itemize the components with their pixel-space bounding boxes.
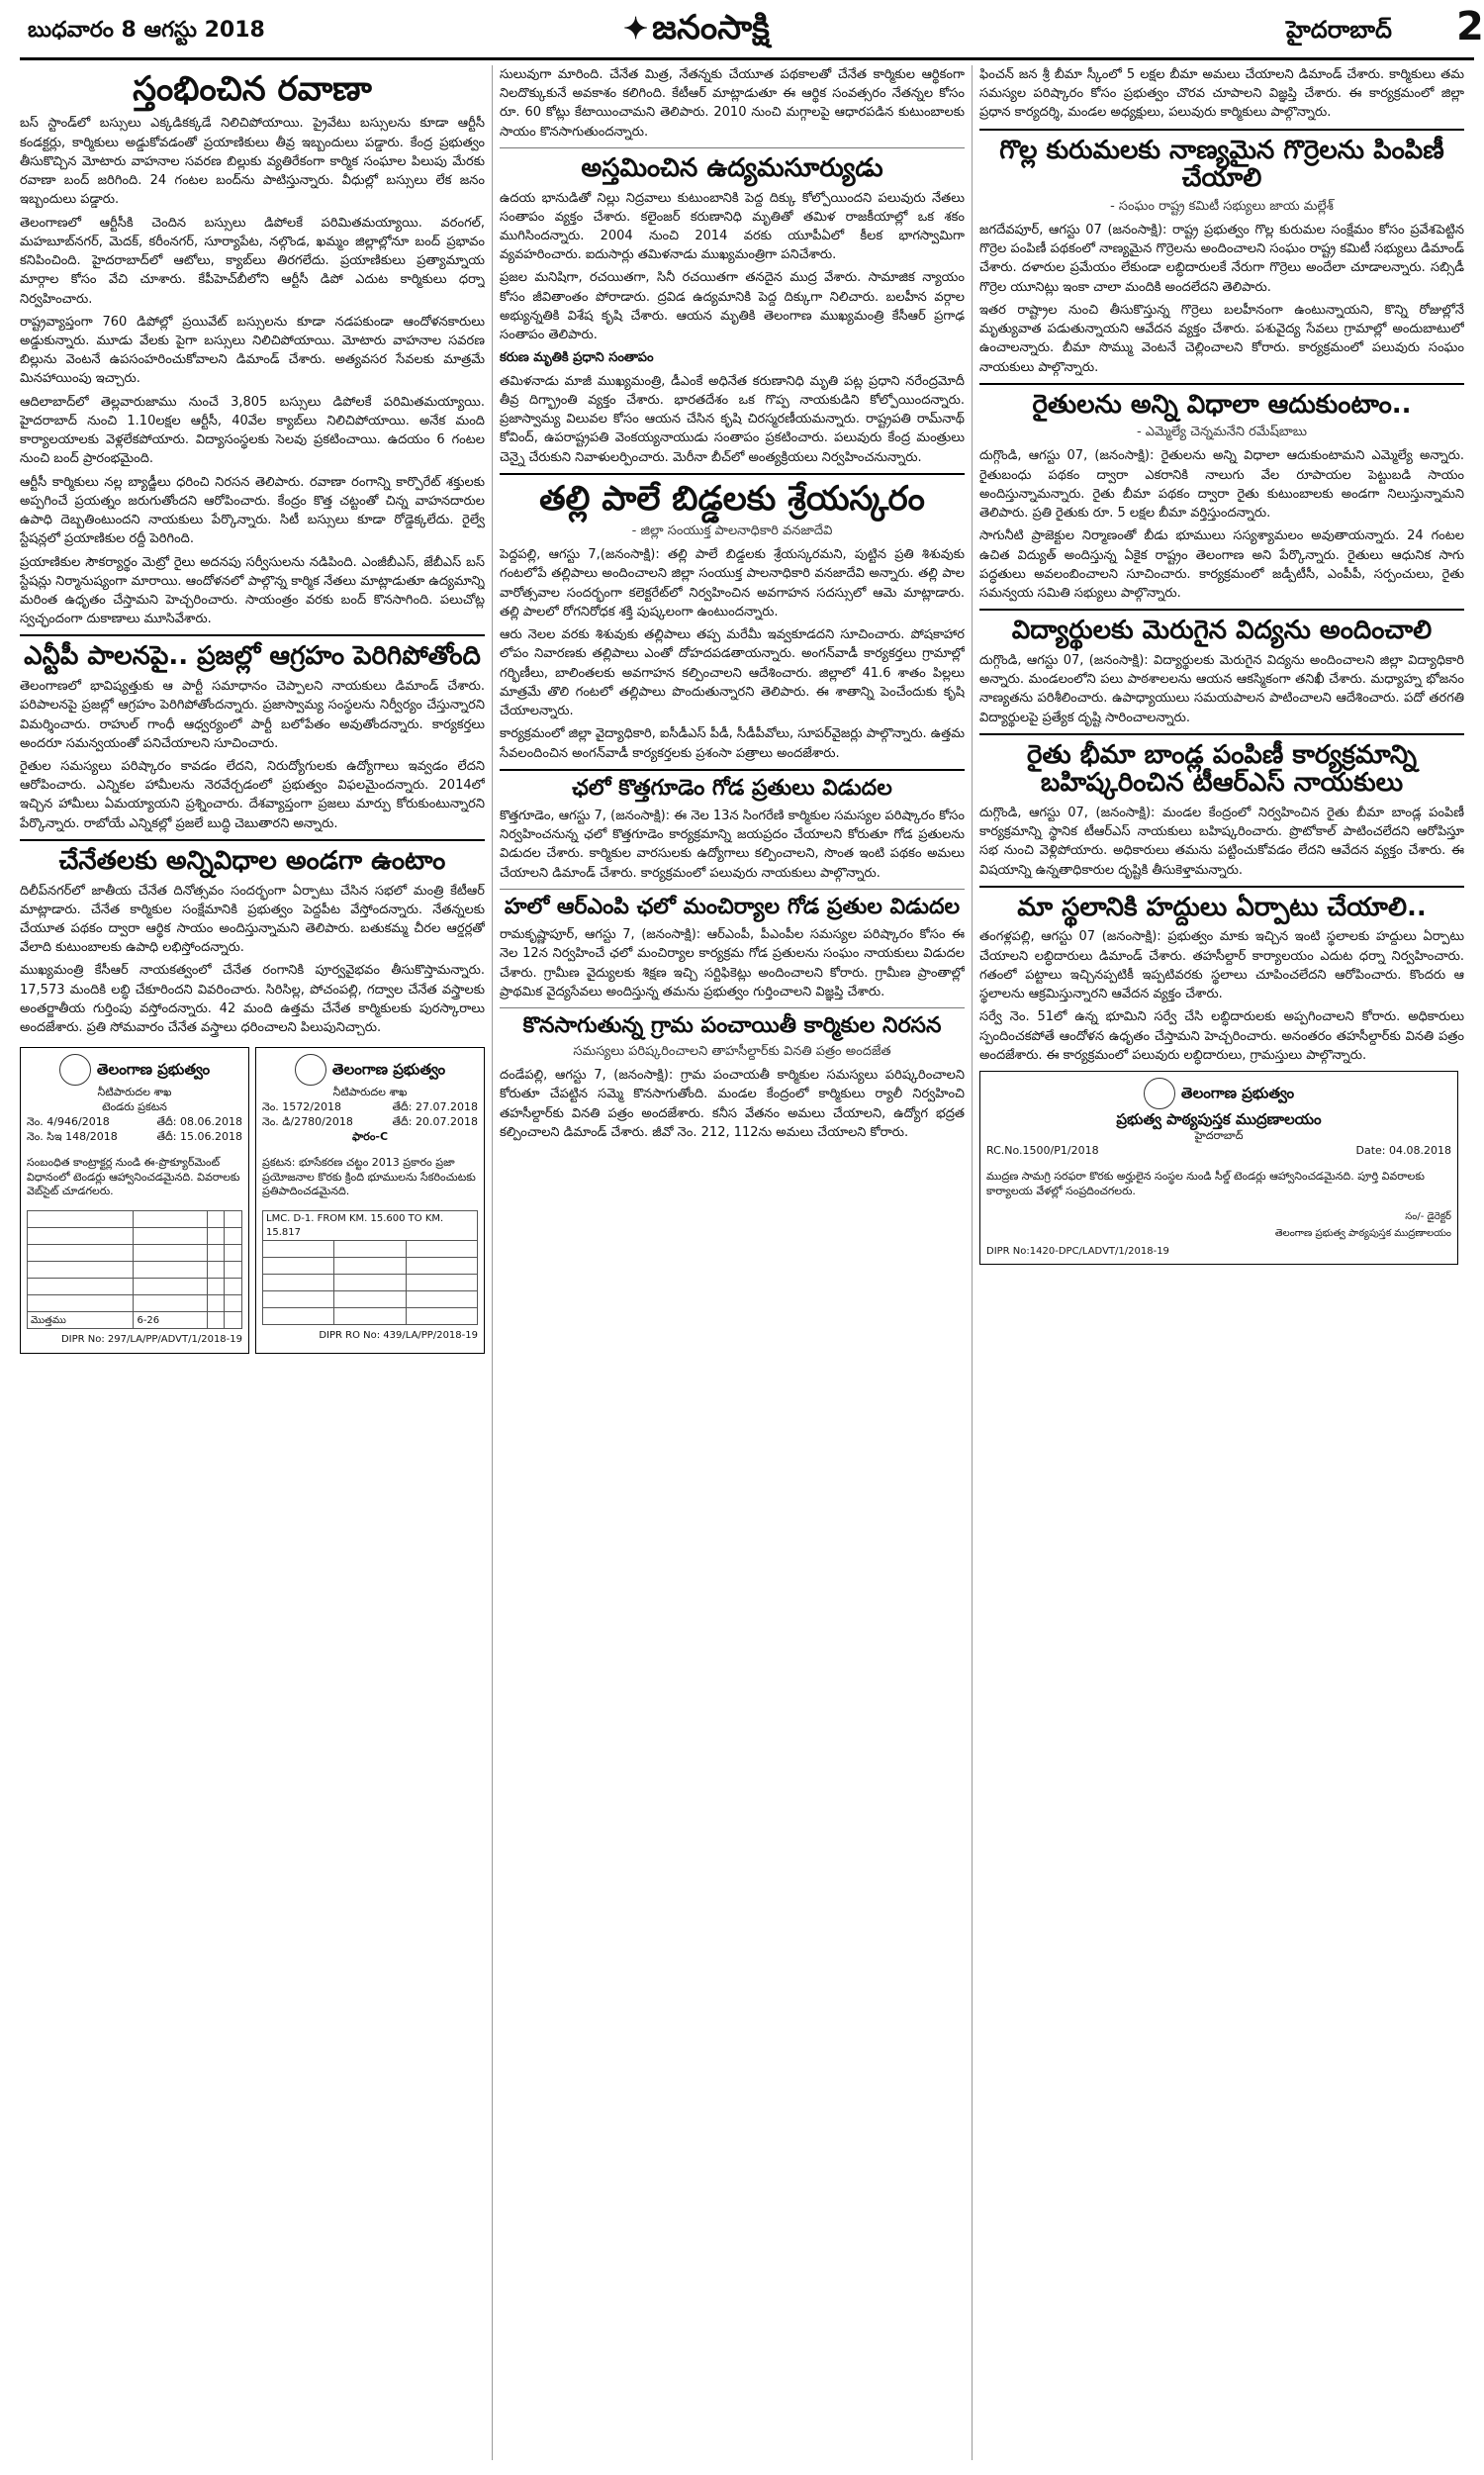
ad-ref: RC.No.1500/P1/2018	[986, 1144, 1099, 1158]
ad-date: తేదీ: 20.07.2018	[392, 1115, 478, 1129]
ad-table	[27, 1210, 242, 1329]
govt-emblem-icon	[1144, 1078, 1175, 1109]
ad-sub: టెండరు ప్రకటన	[102, 1100, 167, 1114]
article-paragraph: కార్యక్రమంలో జిల్లా వైద్యాధికారి, ఐసీడీఎస్ పీడీ, సీడీపీవోలు, సూపర్‌వైజర్లు పాల్గొన్నారు. ఉత్తమ సేవలందించిన అంగన్‌వాడీ కార్యకర్తలకు ప్రశంసా పత్రాలు అందజేశారు.	[500, 726, 965, 761]
article-paragraph: సాగునీటి ప్రాజెక్టుల నిర్మాణంతో బీడు భూములు సస్యశ్యామలం అవుతాయన్నారు. 24 గంటల ఉచిత విద్యుత్ అందిస్తున్న ఏకైక రాష్ట్రం తెలంగాణ అని పేర్కొన్నారు. రైతులు ఆధునిక సాగు పద్ధతులు అవలంబించాలని సూచించారు. కార్యక్రమంలో జడ్పీటీసీ, ఎంపీపీ, సర్పంచులు, రైతు సమన్వయ సమితి సభ్యులు పాల్గొన్నారు.	[979, 528, 1464, 601]
ad-head: తెలంగాణ ప్రభుత్వం	[1180, 1084, 1295, 1102]
ad-date: తేదీ: 08.06.2018	[156, 1115, 242, 1129]
article-paragraph: దిలీప్‌నగర్‌లో జాతీయ చేనేత దినోత్సవం సందర్భంగా ఏర్పాటు చేసిన సభలో మంత్రి కేటీఆర్ మాట్లాడారు. చేనేత కార్మికుల సంక్షేమానికి ప్రభుత్వం పెద్దపీట వేస్తోందన్నారు. నేతన్నలకు చేయూత పథకం ద్వారా ఆర్థిక సాయం అందిస్తున్నామని తెలిపారు. బతుకమ్మ చీరల ఆర్డర్లతో వేలాది కుటుంబాలకు ఉపాధి లభిస్తోందన్నారు.	[20, 883, 485, 956]
column-1	[20, 65, 485, 2460]
article-headline: విద్యార్థులకు మెరుగైన విద్యను అందించాలి	[1011, 616, 1433, 646]
column-3	[979, 65, 1464, 2460]
article-headline: హలో ఆర్ఎంపి ఛలో మంచిర్యాల గోడ ప్రతుల విడుదల	[504, 894, 961, 919]
ad-head: తెలంగాణ ప్రభుత్వం	[331, 1060, 446, 1079]
ad-ref: నెం. సిఇ 148/2018	[27, 1129, 118, 1143]
article-byline: - ఎమ్మెల్యే చెన్నమనేని రమేష్‌బాబు	[1136, 425, 1308, 440]
article-headline: మా స్థలానికి హద్దులు ఏర్పాటు చేయాలి..	[1017, 892, 1427, 922]
divider	[20, 634, 485, 636]
divider	[500, 889, 965, 890]
masthead	[20, 0, 1484, 60]
ad-signature-org: తెలంగాణ ప్రభుత్వ పాఠ్యపుస్తక ముద్రణాలయం	[1274, 1228, 1451, 1240]
ad-row-label: LMC. D-1. FROM KM. 15.600 TO KM. 15.817	[263, 1211, 478, 1241]
article-paragraph: ప్రయాణికుల సౌకర్యార్థం మెట్రో రైలు అదనపు సర్వీసులను నడిపింది. ఎంజీబీఎస్, జేబీఎస్ బస్ స్టేషన్లు నిర్మానుష్యంగా మారాయి. ఆందోళనలో పాల్గొన్న కార్మిక నేతలు మాట్లాడుతూ ఉద్యమాన్ని మరింత ఉధృతం చేస్తామని హెచ్చరించారు. సాయంత్రం వరకు బంద్ కొనసాగింది. పలుచోట్ల స్వచ్ఛందంగా దుకాణాలు మూసివేశారు.	[20, 554, 485, 627]
column-divider	[492, 65, 493, 2460]
divider	[20, 839, 485, 841]
ad-table	[262, 1210, 478, 1325]
article-paragraph: రైతుల సమస్యలు పరిష్కారం కావడం లేదని, నిరుద్యోగులకు ఉద్యోగాలు ఇవ్వడం లేదని ఆరోపించారు. ఎన్నికల హామీలను నెరవేర్చడంలో ప్రభుత్వం విఫలమైందన్నారు. 2014లో ఇచ్చిన హామీలు ఏమయ్యాయని ప్రశ్నించారు. దేశవ్యాప్తంగా ప్రజలు మార్పు కోరుకుంటున్నారని పేర్కొన్నారు. రాబోయే ఎన్నికల్లో ప్రజలే బుద్ధి చెబుతారని అన్నారు.	[20, 759, 485, 831]
article-paragraph: తంగళ్లపల్లి, ఆగస్టు 07 (జనంసాక్షి): ప్రభుత్వం మాకు ఇచ్చిన ఇంటి స్థలాలకు హద్దులు ఏర్పాటు చేయాలని లబ్ధిదారులు డిమాండ్ చేశారు. తహసీల్దార్ కార్యాలయం ఎదుట ధర్నా నిర్వహించారు. గతంలో పట్టాలు ఇచ్చినప్పటికీ ఇప్పటివరకు స్థలాలు చూపించలేదని ఆరోపించారు. కొందరు ఆ స్థలాలను ఆక్రమిస్తున్నారని ఆవేదన వ్యక్తం చేశారు.	[979, 929, 1464, 1002]
ad-ref: నెం. 1572/2018	[262, 1100, 341, 1114]
ad-date: Date: 04.08.2018	[1355, 1144, 1451, 1158]
article-paragraph: పెద్దపల్లి, ఆగస్టు 7,(జనంసాక్షి): తల్లి పాలే బిడ్డలకు శ్రేయస్కరమని, పుట్టిన ప్రతి శిశువుకు గంటలోపే తల్లిపాలు అందించాలని జిల్లా సంయుక్త పాలనాధికారి వనజాదేవి అన్నారు. తల్లి పాల వారోత్సవాల సందర్భంగా కలెక్టరేట్‌లో నిర్వహించిన అవగాహన సదస్సులో ఆమె మాట్లాడారు. తల్లి పాలలో రోగనిరోధక శక్తి పుష్కలంగా ఉంటుందన్నారు.	[500, 547, 965, 619]
article-headline: కొనసాగుతున్న గ్రామ పంచాయితీ కార్మికుల నిరసన	[522, 1013, 942, 1039]
article-paragraph: తమిళనాడు మాజీ ముఖ్యమంత్రి, డీఎంకే అధినేత కరుణానిధి మృతి పట్ల ప్రధాని నరేంద్రమోదీ తీవ్ర దిగ్భ్రాంతి వ్యక్తం చేశారు. భారతదేశం ఒక గొప్ప నాయకుడిని కోల్పోయిందన్నారు. ప్రజాస్వామ్య విలువల కోసం ఆయన చేసిన కృషి చిరస్మరణీయమన్నారు. రాష్ట్రపతి రామ్‌నాథ్ కోవింద్, ఉపరాష్ట్రపతి వెంకయ్యనాయుడు సంతాపం ప్రకటించారు. పలువురు కేంద్ర మంత్రులు చెన్నై చేరుకుని నివాళులర్పించారు. మెరీనా బీచ్‌లో అంత్యక్రియలు నిర్వహించనున్నారు.	[500, 373, 965, 465]
article-paragraph: దుగ్గొండి, ఆగస్టు 07, (జనంసాక్షి): విద్యార్థులకు మెరుగైన విద్యను అందించాలని జిల్లా విద్యాధికారి అన్నారు. మండలంలోని పలు పాఠశాలలను ఆయన ఆకస్మికంగా తనిఖీ చేశారు. మధ్యాహ్న భోజనం నాణ్యతను పరిశీలించారు. ఉపాధ్యాయులు సమయపాలన పాటించాలని ఆదేశించారు. పదో తరగతి విద్యార్థులపై ప్రత్యేక దృష్టి సారించాలన్నారు.	[979, 652, 1464, 725]
divider	[979, 733, 1464, 735]
article-paragraph: తెలంగాణలో భావిష్యత్తుకు ఆ పార్టీ సమాధానం చెప్పాలని నాయకులు డిమాండ్ చేశారు. పరిపాలనపై ప్రజల్లో ఆగ్రహం పెరిగిపోతోందన్నారు. ప్రజాస్వామ్య సంస్థలను నిర్వీర్యం చేస్తున్నారని విమర్శించారు. రాహుల్ గాంధీ ఆధ్వర్యంలో పార్టీ బలోపేతం అవుతోందన్నారు. కార్యకర్తలు అందరూ సమన్వయంతో పనిచేయాలని సూచించారు.	[20, 679, 485, 751]
article-headline: తల్లి పాలే బిడ్డలకు శ్రేయస్కరం	[539, 478, 925, 519]
ad-date: తేదీ: 15.06.2018	[156, 1129, 242, 1143]
ad-sub: నీటిపారుదల శాఖ	[97, 1086, 172, 1099]
article-headline: అస్తమించిన ఉద్యమసూర్యుడు	[581, 152, 883, 183]
ad-body: ప్రకటన: భూసేకరణ చట్టం 2013 ప్రకారం ప్రజా ప్రయోజనాల కొరకు క్రింది భూములను సేకరించుటకు ప్రతిపాదించడమైనది.	[262, 1155, 476, 1198]
ad-title: ఫారం-C	[351, 1129, 389, 1143]
article-paragraph: బస్ స్టాండ్‌లో బస్సులు ఎక్కడికక్కడే నిలిచిపోయాయి. ప్రైవేటు బస్సులను కూడా ఆర్టీసీ కండక్టర్లు, కార్మికులు అడ్డుకోవడంతో ప్రయాణికులు తీవ్ర ఇబ్బందులు పడ్డారు. కేంద్ర ప్రభుత్వం తీసుకొచ్చిన మోటారు వాహనాల సవరణ బిల్లుకు వ్యతిరేకంగా కార్మిక సంఘాల పిలుపు మేరకు రవాణా బంద్ జరిగింది. 24 గంటల బంద్‌ను పాటిస్తున్నారు. వీధుల్లో బస్సులు లేక జనం ఇబ్బందులు పడ్డారు.	[20, 116, 485, 208]
article-headline: రైతు భీమా బాండ్ల పంపిణీ కార్యక్రమాన్ని బహిష్కరించిన టీఆర్ఎస్ నాయకులు	[1027, 739, 1417, 799]
article-paragraph: ఫించన్ జన శ్రీ బీమా స్కీంలో 5 లక్షల బీమా అమలు చేయాలని డిమాండ్ చేశారు. కార్మికులు తమ సమస్యల పరిష్కారం కోసం ప్రభుత్వం చొరవ చూపాలని విజ్ఞప్తి చేశారు. ఈ కార్యక్రమంలో జిల్లా ప్రధాన కార్యదర్శి, మండల అధ్యక్షులు, పలువురు కార్మికులు పాల్గొన్నారు.	[979, 67, 1464, 121]
ad-footer: DIPR RO No: 439/LA/PP/2018-19	[319, 1330, 478, 1342]
article-byline: - సంఘం రాష్ట్ర కమిటీ సభ్యులు జాయ మల్లేశ్	[1110, 198, 1334, 214]
edition-city: హైదరాబాద్	[1286, 16, 1392, 44]
ad-total-label: మొత్తము	[28, 1312, 134, 1329]
article-subhead: కరుణ మృతికి ప్రధాని సంతాపం	[500, 350, 654, 366]
ad-footer: DIPR No: 297/LA/PP/ADVT/1/2018-19	[60, 1334, 242, 1346]
ads-row	[20, 1041, 485, 1359]
newspaper-logo	[623, 8, 770, 55]
divider	[979, 383, 1464, 385]
ad-sub: హైదరాబాద్	[1194, 1129, 1244, 1143]
article-paragraph: రామకృష్ణాపూర్, ఆగస్టు 7, (జనంసాక్షి): ఆర్ఎంపీ, పీఎంపీల సమస్యల పరిష్కారం కోసం ఈ నెల 12న నిర్వహించే ఛలో మంచిర్యాల కార్యక్రమ గోడ ప్రతులను సంఘం నాయకులు విడుదల చేశారు. గ్రామీణ వైద్యులకు శిక్షణ ఇచ్చి సర్టిఫికెట్లు అందించాలని కోరారు. గ్రామీణ ప్రాంతాల్లో ప్రాథమిక వైద్యసేవలు అందిస్తున్న తమను ప్రభుత్వం గుర్తించాలని విజ్ఞప్తి చేశారు.	[500, 927, 965, 1000]
article-paragraph: రాష్ట్రవ్యాప్తంగా 760 డిపోల్లో ప్రయివేట్ బస్సులను కూడా నడపకుండా ఆందోళనకారులు అడ్డుకున్నారు. మూడు వేలకు పైగా బస్సులు నిలిచిపోయాయి. మోటారు వాహనాల సవరణ బిల్లును వెంటనే ఉపసంహరించుకోవాలని డిమాండ్ చేశారు. అత్యవసర సేవలకు మాత్రమే మినహాయింపు ఇచ్చారు.	[20, 314, 485, 387]
article-headline: ఛలో కొత్తగూడెం గోడ ప్రతులు విడుదల	[572, 775, 892, 801]
ad-date: తేదీ: 27.07.2018	[392, 1100, 478, 1114]
ad-ref: నెం. 4/946/2018	[27, 1115, 110, 1129]
issue-date: బుధవారం 8 ఆగస్టు 2018	[28, 18, 265, 43]
article-paragraph: ఇతర రాష్ట్రాల నుంచి తీసుకొస్తున్న గొర్రెలు బలహీనంగా ఉంటున్నాయని, కొన్ని రోజుల్లోనే మృత్యువాత పడుతున్నాయని ఆవేదన వ్యక్తం చేశారు. పశువైద్య సేవలు గ్రామాల్లో అందుబాటులో ఉంచాలన్నారు. బీమా సొమ్ము వెంటనే చెల్లించాలని కోరారు. కార్యక్రమంలో పలువురు సంఘం నాయకులు పాల్గొన్నారు.	[979, 302, 1464, 375]
divider	[500, 147, 965, 148]
logo-star-icon: ✦	[623, 12, 649, 47]
article-paragraph: దండేపల్లి, ఆగస్టు 7, (జనంసాక్షి): గ్రామ పంచాయతీ కార్మికుల సమస్యలు పరిష్కరించాలని కోరుతూ చేపట్టిన సమ్మె కొనసాగుతోంది. మండల కేంద్రంలో కార్మికులు ర్యాలీ నిర్వహించి తహసీల్దార్‌కు వినతి పత్రం అందజేశారు. కనీస వేతనం అమలు చేయాలని, ఉద్యోగ భద్రత కల్పించాలని డిమాండ్ చేశారు. జీవో నెం. 212, 112ను అమలు చేయాలని కోరారు.	[500, 1068, 965, 1140]
article-headline: స్తంభించిన రవాణా	[133, 69, 372, 109]
column-2	[500, 65, 965, 2460]
ad-signature: సం/- డైరెక్టర్	[1405, 1210, 1451, 1222]
article-byline: సమస్యలు పరిష్కరించాలని తాహసీల్దార్‌కు వినతి పత్రం అందజేత	[573, 1044, 891, 1060]
article-headline: రైతులను అన్ని విధాలా ఆదుకుంటాం..	[1032, 389, 1412, 420]
ad-title: ప్రభుత్వ పాఠ్యపుస్తక ముద్రణాలయం	[1116, 1110, 1322, 1129]
article-paragraph: ఆదిలాబాద్‌లో తెల్లవారుజాము నుంచే 3,805 బస్సులు డిపోలకే పరిమితమయ్యాయి. హైదరాబాద్ నుంచి 1.10లక్షల ఆర్టీసీ, 40వేల క్యాబ్‌లు నిలిచిపోయాయి. అనేక మంది కార్యాలయాలకు వెళ్లలేకపోయారు. విద్యాసంస్థలకు సెలవు ప్రకటించాయి. ఉదయం 6 గంటల నుంచి బంద్ ప్రారంభమైంది.	[20, 394, 485, 467]
divider	[500, 1007, 965, 1008]
govt-emblem-icon	[295, 1054, 326, 1086]
ad-ref: నెం. డి/2780/2018	[262, 1115, 353, 1129]
ad-body: సంబంధిత కాంట్రాక్టర్ల నుండి ఈ-ప్రొక్యూర్‌మెంట్ విధానంలో టెండర్లు ఆహ్వానించడమైనది. వివరాలకు వెబ్‌సైట్ చూడగలరు.	[27, 1155, 240, 1198]
article-paragraph: దుగ్గొండి, ఆగస్టు 07, (జనంసాక్షి): మండల కేంద్రంలో నిర్వహించిన రైతు బీమా బాండ్ల పంపిణీ కార్యక్రమాన్ని స్థానిక టీఆర్ఎస్ నాయకులు బహిష్కరించారు. ప్రొటోకాల్ పాటించలేదని ఆరోపిస్తూ సభ నుంచి వెళ్లిపోయారు. అధికారులు తమను పట్టించుకోవడం లేదని ఆవేదన వ్యక్తం చేశారు. ఈ విషయాన్ని ఉన్నతాధికారుల దృష్టికి తీసుకెళ్తామన్నారు.	[979, 805, 1464, 878]
printing-press-ad	[979, 1071, 1458, 1265]
tender-ad-1	[20, 1047, 249, 1353]
ad-body: ముద్రణ సామగ్రి సరఫరా కొరకు అర్హులైన సంస్థల నుండి సీల్డ్ టెండర్లు ఆహ్వానించడమైనది. పూర్తి వివరాలకు కార్యాలయ వేళల్లో సంప్రదించగలరు.	[986, 1170, 1425, 1197]
article-byline: - జిల్లా సంయుక్త పాలనాధికారి వనజాదేవి	[631, 524, 833, 539]
article-paragraph: సర్వే నెం. 51లో ఉన్న భూమిని సర్వే చేసి లబ్ధిదారులకు అప్పగించాలని కోరారు. అధికారులు స్పందించకపోతే ఆందోళన ఉధృతం చేస్తామని హెచ్చరించారు. అనంతరం తహసీల్దార్‌కు వినతి పత్రం అందజేశారు. ఈ కార్యక్రమంలో పలువురు లబ్ధిదారులు, గ్రామస్తులు పాల్గొన్నారు.	[979, 1009, 1464, 1063]
article-paragraph: సులువుగా మారింది. చేనేత మిత్ర, నేతన్నకు చేయూత పథకాలతో చేనేత కార్మికుల ఆర్థికంగా నిలదొక్కుకునే అవకాశం కలిగింది. కేటీఆర్ మాట్లాడుతూ ఈ ఆర్థిక సంవత్సరం నేతన్నల కోసం రూ. 60 కోట్లు కేటాయించామని తెలిపారు. 2010 నుంచి మగ్గాలపై ఆధారపడిన కుటుంబాలకు సాయం కొనసాగుతుందన్నారు.	[500, 67, 965, 140]
ad-head: తెలంగాణ ప్రభుత్వం	[96, 1060, 211, 1079]
article-paragraph: ఆర్టీసీ కార్మికులు నల్ల బ్యాడ్జీలు ధరించి నిరసన తెలిపారు. రవాణా రంగాన్ని కార్పొరేట్ శక్తులకు అప్పగించే ప్రయత్నం జరుగుతోందని ఆరోపించారు. కేంద్రం కొత్త చట్టంతో చిన్న వాహనదారుల ఉపాధి దెబ్బతింటుందని నాయకులు పేర్కొన్నారు. సిటీ బస్సులు కూడా రోడ్డెక్కలేదు. రైల్వే స్టేషన్లలో ప్రయాణికుల రద్దీ పెరిగింది.	[20, 474, 485, 547]
article-headline: గొల్ల కురుమలకు నాణ్యమైన గొర్రెలను పింపిణీ చేయాలి	[999, 135, 1444, 194]
logo-text: జనంసాక్షి	[652, 8, 770, 48]
article-paragraph: ప్రజల మనిషిగా, రచయితగా, సినీ రచయితగా తనదైన ముద్ర వేశారు. సామాజిక న్యాయం కోసం జీవితాంతం పోరాడారు. ద్రవిడ ఉద్యమానికి పెద్ద దిక్కుగా నిలిచారు. బలహీన వర్గాల అభ్యున్నతికి విశేష కృషి చేశారు. ఆయన మృతికి తెలంగాణ ముఖ్యమంత్రి కేసీఆర్ ప్రగాఢ సంతాపం తెలిపారు.	[500, 270, 965, 343]
article-paragraph: కొత్తగూడెం, ఆగస్టు 7, (జనంసాక్షి): ఈ నెల 13న సింగరేణి కార్మికుల సమస్యల పరిష్కారం కోసం నిర్వహించనున్న ఛలో కొత్తగూడెం కార్యక్రమాన్ని జయప్రదం చేయాలని కోరుతూ గోడ ప్రతులను విడుదల చేశారు. కార్మికుల వారసులకు ఉద్యోగాలు కల్పించాలని, సొంత ఇంటి పథకం అమలు చేయాలని డిమాండ్ చేశారు. కార్యక్రమంలో పలువురు నాయకులు పాల్గొన్నారు.	[500, 808, 965, 881]
article-paragraph: ముఖ్యమంత్రి కేసీఆర్ నాయకత్వంలో చేనేత రంగానికి పూర్వవైభవం తీసుకొస్తామన్నారు. 17,573 మందికి లబ్ధి చేకూరిందని వివరించారు. సిరిసిల్ల, పోచంపల్లి, గద్వాల చేనేత వస్త్రాలకు అంతర్జాతీయ గుర్తింపు వస్తోందన్నారు. 42 మంది ఉత్తమ చేనేత కార్మికులకు పురస్కారాలు అందజేశారు. ప్రతి సోమవారం చేనేత వస్త్రాలు ధరించాలని పిలుపునిచ్చారు.	[20, 963, 485, 1036]
article-paragraph: ఆరు నెలల వరకు శిశువుకు తల్లిపాలు తప్ప మరేమీ ఇవ్వకూడదని సూచించారు. పోషకాహార లోపం నివారణకు తల్లిపాలు ఎంతో దోహదపడతాయన్నారు. అంగన్‌వాడీ కార్యకర్తలు గ్రామాల్లో గర్భిణీలు, బాలింతలకు అవగాహన కల్పించాలని ఆదేశించారు. జిల్లాలో 41.6 శాతం పిల్లలు మాత్రమే తొలి గంటలో తల్లిపాలు పొందుతున్నారని తెలిపారు. ఈ శాతాన్ని పెంచేందుకు కృషి చేయాలన్నారు.	[500, 627, 965, 719]
divider	[500, 769, 965, 771]
divider	[979, 609, 1464, 611]
column-divider	[972, 65, 973, 2460]
ad-footer: DIPR No:1420-DPC/LADVT/1/2018-19	[986, 1245, 1169, 1257]
article-paragraph: జగదేవపూర్, ఆగస్టు 07 (జనంసాక్షి): రాష్ట్ర ప్రభుత్వం గొల్ల కురుమల సంక్షేమం కోసం ప్రవేశపెట్టిన గొర్రెల పంపిణీ పథకంలో నాణ్యమైన గొర్రెలను అందించాలని సంఘం రాష్ట్ర కమిటీ సభ్యులు డిమాండ్ చేశారు. దళారుల ప్రమేయం లేకుండా లబ్ధిదారులకే నేరుగా గొర్రెలు అందేలా చూడాలన్నారు. సబ్సిడీ గొర్రెల యూనిట్లు ఇంకా చాలా మందికి అందలేదని తెలిపారు.	[979, 222, 1464, 295]
divider	[979, 129, 1464, 131]
article-headline: చేనేతలకు అన్నివిధాల అండగా ఉంటాం	[58, 845, 446, 876]
tender-ad-2	[255, 1047, 485, 1353]
article-paragraph: దుగ్గొండి, ఆగస్టు 07, (జనంసాక్షి): రైతులను అన్ని విధాలా ఆదుకుంటామని ఎమ్మెల్యే అన్నారు. రైతుబంధు పథకం ద్వారా ఎకరానికి నాలుగు వేల రూపాయల పెట్టుబడి సాయం అందిస్తున్నామన్నారు. రైతు బీమా పథకం ద్వారా రైతు కుటుంబాలకు అండగా నిలుస్తున్నామని తెలిపారు. ప్రతి రైతుకు రూ. 5 లక్షల బీమా వర్తిస్తుందన్నారు.	[979, 448, 1464, 522]
divider	[500, 473, 965, 475]
article-paragraph: తెలంగాణలో ఆర్టీసీకి చెందిన బస్సులు డిపోలకే పరిమితమయ్యాయి. వరంగల్, మహబూబ్‌నగర్, మెదక్, కరీంనగర్, సూర్యాపేట, నల్గొండ, ఖమ్మం జిల్లాల్లోనూ బంద్ ప్రభావం కనిపించింది. హైదరాబాద్‌లో ఆటోలు, క్యాబ్‌లు తిరగలేదు. ప్రయాణికులు ప్రత్యామ్నాయ మార్గాల కోసం వేచి చూశారు. కేపీహెచ్‌బీలోని ఆర్టీసీ డిపో ఎదుట కార్మికులు ధర్నా నిర్వహించారు.	[20, 215, 485, 307]
govt-emblem-icon	[59, 1054, 91, 1086]
article-headline: ఎన్టీపీ పాలనపై.. ప్రజల్లో ఆగ్రహం పెరిగిపోతోంది	[24, 641, 481, 672]
ad-total-value: 6-26	[134, 1312, 207, 1329]
ad-sub: నీటిపారుదల శాఖ	[332, 1086, 408, 1099]
article-paragraph: ఉదయ భానుడితో నిల్లు నిద్రవాలు కుటుంబానికి పెద్ద దిక్కు కోల్పోయిందని పలువురు నేతలు సంతాపం వ్యక్తం చేశారు. కలైంజర్ కరుణానిధి మృతితో తమిళ రాజకీయాల్లో ఒక శకం ముగిసిందన్నారు. 2004 నుంచి 2014 వరకు యూపీఏలో కీలక భాగస్వామిగా వ్యవహరించారు. ఐదుసార్లు తమిళనాడు ముఖ్యమంత్రిగా పనిచేశారు.	[500, 190, 965, 263]
page-number: 2	[1456, 4, 1484, 49]
divider	[979, 886, 1464, 888]
